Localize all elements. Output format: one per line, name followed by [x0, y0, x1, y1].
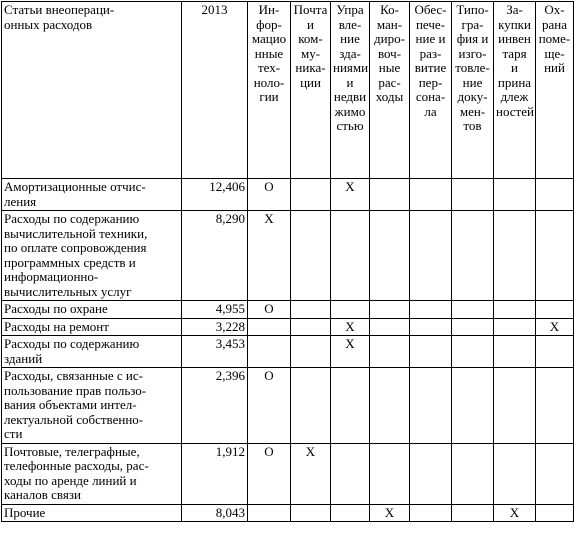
amount-2013-cell: 3,453 [182, 336, 248, 368]
mark-cell: Х [494, 504, 536, 522]
mark-cell [248, 504, 291, 522]
table-row [2, 504, 574, 522]
mark-cell [370, 368, 410, 444]
mark-cell [370, 336, 410, 368]
header-label: 2013 [201, 2, 228, 17]
expense-item-cell [2, 211, 182, 301]
header-cell-buildings [331, 2, 370, 179]
table-row [2, 211, 574, 301]
mark-cell: Х [291, 443, 331, 504]
expense-item-label: Расходы по содержанию вычислительной техники, по оплате сопровождения программных средств и информационно- вычислительных услуг [4, 211, 148, 299]
amount-2013-cell: 8,290 [182, 211, 248, 301]
mark-cell [291, 504, 331, 522]
mark-cell [452, 336, 494, 368]
mark-cell [291, 368, 331, 444]
mark-cell [494, 368, 536, 444]
mark-cell [410, 368, 452, 444]
header-label: Обес- пече- ние и раз- витие пер- сона- ла [414, 2, 447, 119]
mark-cell [370, 301, 410, 319]
mark-cell [494, 211, 536, 301]
mark-cell: Х [331, 336, 370, 368]
mark-cell: О [248, 443, 291, 504]
mark-cell [410, 443, 452, 504]
mark-cell [494, 318, 536, 336]
mark-cell [494, 179, 536, 211]
header-label: За- купки инвен таря и прина длеж ностей [496, 2, 534, 119]
mark-cell [291, 301, 331, 319]
expense-item-label: Расходы по содержанию зданий [4, 336, 140, 366]
mark-cell [248, 336, 291, 368]
header-label: Ох- рана поме- ще- ний [538, 2, 571, 75]
expense-item-cell [2, 504, 182, 522]
expense-item-label: Расходы, связанные с ис- пользование прав пользо- вания объектами интел- лектуальной собственно- сти [4, 368, 147, 441]
expense-item-cell [2, 443, 182, 504]
header-label: Типо- гра- фия и изго- товле- ние доку- мен- тов [455, 2, 490, 133]
header-label: Статьи внеопераци- онных расходов [4, 2, 115, 32]
amount-2013-cell: 4,955 [182, 301, 248, 319]
header-label: Ин- фор- мацио нные тех- ноло- гии [251, 2, 287, 104]
mark-cell [494, 301, 536, 319]
header-cell-security [536, 2, 574, 179]
mark-cell [410, 504, 452, 522]
mark-cell [410, 179, 452, 211]
expense-item-cell [2, 301, 182, 319]
mark-cell [331, 301, 370, 319]
mark-cell [370, 211, 410, 301]
header-cell-expense-items [2, 2, 182, 179]
mark-cell [536, 211, 574, 301]
mark-cell [291, 179, 331, 211]
header-cell-personnel [410, 2, 452, 179]
table-row [2, 318, 574, 336]
expense-item-label: Расходы по охране [4, 301, 108, 316]
table-header-row [2, 2, 574, 179]
mark-cell [536, 301, 574, 319]
mark-cell [248, 318, 291, 336]
expense-item-cell [2, 179, 182, 211]
amount-2013-cell: 3,228 [182, 318, 248, 336]
mark-cell [494, 443, 536, 504]
mark-cell [331, 211, 370, 301]
table-row [2, 443, 574, 504]
header-label: Упра вле- ние зда- ниями и недви жимо стью [333, 2, 369, 133]
mark-cell: Х [331, 318, 370, 336]
table-row [2, 336, 574, 368]
mark-cell [494, 336, 536, 368]
header-cell-post [291, 2, 331, 179]
header-cell-purchasing [494, 2, 536, 179]
header-cell-travel [370, 2, 410, 179]
table-row [2, 368, 574, 444]
expense-item-label: Расходы на ремонт [4, 318, 109, 334]
expenses-table [1, 1, 574, 522]
mark-cell [536, 504, 574, 522]
header-label: Почта и ком- му- ника- ции [293, 2, 328, 90]
mark-cell [536, 368, 574, 444]
mark-cell: Х [370, 504, 410, 522]
expense-item-label: Амортизационные отчис- ления [4, 179, 146, 209]
expense-item-cell [2, 336, 182, 368]
amount-2013-cell: 12,406 [182, 179, 248, 211]
header-cell-year [182, 2, 248, 179]
mark-cell: Х [536, 318, 574, 336]
mark-cell: Х [248, 211, 291, 301]
mark-cell [452, 211, 494, 301]
mark-cell: О [248, 179, 291, 211]
mark-cell [536, 443, 574, 504]
mark-cell [452, 318, 494, 336]
header-cell-it [248, 2, 291, 179]
mark-cell [452, 179, 494, 211]
mark-cell [331, 504, 370, 522]
mark-cell [410, 336, 452, 368]
expense-item-cell [2, 318, 182, 336]
mark-cell [410, 301, 452, 319]
amount-2013-cell: 8,043 [182, 504, 248, 522]
mark-cell [452, 443, 494, 504]
mark-cell [370, 179, 410, 211]
mark-cell [452, 504, 494, 522]
mark-cell [331, 443, 370, 504]
mark-cell [370, 318, 410, 336]
header-cell-printing [452, 2, 494, 179]
table-row [2, 179, 574, 211]
mark-cell: О [248, 301, 291, 319]
header-label: Ко- ман- диро- воч- ные рас- ходы [374, 2, 405, 104]
mark-cell [536, 179, 574, 211]
mark-cell [331, 368, 370, 444]
mark-cell [291, 211, 331, 301]
table-body [2, 179, 574, 522]
mark-cell: Х [331, 179, 370, 211]
mark-cell [410, 211, 452, 301]
mark-cell [536, 336, 574, 368]
amount-2013-cell: 1,912 [182, 443, 248, 504]
mark-cell [452, 368, 494, 444]
table-row [2, 301, 574, 319]
mark-cell: О [248, 368, 291, 444]
mark-cell [291, 336, 331, 368]
amount-2013-cell: 2,396 [182, 368, 248, 444]
mark-cell [370, 443, 410, 504]
expense-item-label: Почтовые, телеграфные, телефонные расходы, рас- ходы по аренде линий и каналов связи [4, 443, 149, 502]
expense-item-label: Прочие [4, 504, 46, 520]
mark-cell [452, 301, 494, 319]
mark-cell [291, 318, 331, 336]
expense-item-cell [2, 368, 182, 444]
mark-cell [410, 318, 452, 336]
